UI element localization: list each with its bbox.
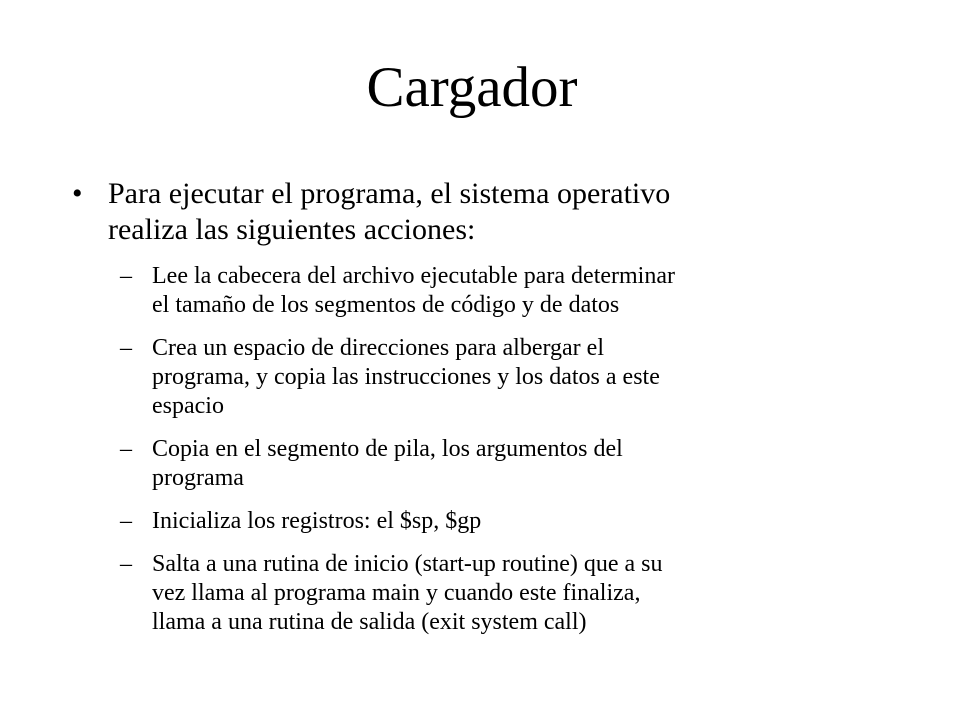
sub-bullet-item [120,334,860,421]
dash-icon: – [120,436,132,462]
dash-icon: – [120,335,132,361]
main-bullet [72,176,852,248]
sub-bullet-line: el tamaño de los segmentos de código y de datos [152,292,620,318]
sub-bullet-line: Inicializa los registros: el $sp, $gp [152,508,482,534]
sub-bullet-line: Copia en el segmento de pila, los argumentos del [152,436,623,462]
sub-bullet-line: programa, y copia las instrucciones y los datos a este [152,364,660,390]
sub-bullet-line: programa [152,465,244,491]
dash-icon: – [120,263,132,289]
dash-icon: – [120,508,132,534]
sub-bullet-item [120,435,860,493]
dash-icon: – [120,551,132,577]
sub-bullet-line: Crea un espacio de direcciones para albergar el [152,335,604,361]
sub-bullet-line: Salta a una rutina de inicio (start-up routine) que a su [152,551,663,577]
sub-bullet-item [120,550,860,637]
sub-bullet-line: vez llama al programa main y cuando este finaliza, [152,580,641,606]
sub-bullet-line: Lee la cabecera del archivo ejecutable para determinar [152,263,675,289]
sub-bullet-item [120,262,860,320]
sub-bullet-line: espacio [152,393,224,419]
bullet-text-line-1: Para ejecutar el programa, el sistema operativo [108,177,671,210]
bullet-icon: • [72,177,83,210]
slide-title: Cargador [366,56,578,119]
sub-bullet-list [120,262,860,651]
bullet-text-line-2: realiza las siguientes acciones: [108,213,476,246]
sub-bullet-item [120,507,860,536]
sub-bullet-line: llama a una rutina de salida (exit system call) [152,609,587,635]
